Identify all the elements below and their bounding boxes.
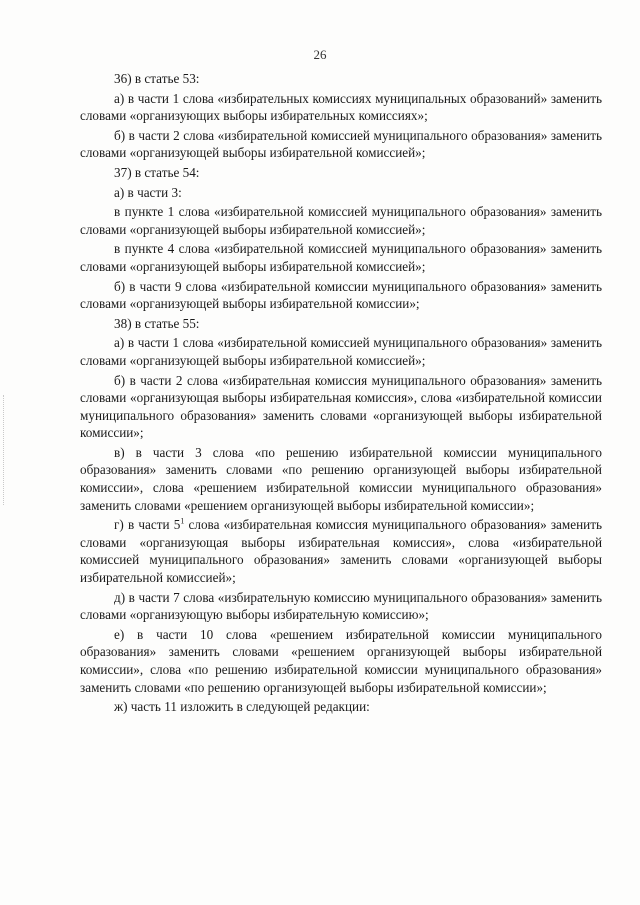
paragraph-37-a-item-4: в пункте 4 слова «избирательной комиссией муниципального образования» заменить словами «организующей выборы избирательной комиссией»; <box>80 241 602 274</box>
paragraph-37-b: б) в части 9 слова «избирательной комиссии муниципального образования» заменить словами «организующей выборы избирательной комиссии»; <box>80 278 602 312</box>
paragraph-37-heading: 37) в статье 54: <box>114 164 200 180</box>
paragraph-38-b: б) в части 2 слова «избирательная комиссия муниципального образования» заменить словами «организующая выборы избирательная комиссия», слова «избирательной комиссии муниципального образования» заменить словами «организующей выборы избирательной комиссии»; <box>80 372 602 441</box>
paragraph-38-g-rest: слова «избирательная комиссия муниципального образования» заменить словами «организующая выборы избирательная комиссия», слова «избирательной комиссией муниципального образования» заменить словами «организующей выборы избирательной комиссией»; <box>80 517 603 586</box>
paragraph-37-a: а) в части 3: <box>114 184 182 200</box>
page-number: 26 <box>313 47 327 62</box>
paragraph-38-v: в) в части 3 слова «по решению избирательной комиссии муниципального образования» заменить словами «по решению организующей выборы избирательной комиссии», слова «решением избирательной комиссии муниципального образования» заменить словами «решением организующей выборы избирательной комиссии»; <box>80 444 602 513</box>
superscript-one: 1 <box>180 516 185 526</box>
paragraph-38-heading: 38) в статье 55: <box>114 315 200 331</box>
paragraph-37-a-item-1: в пункте 1 слова «избирательной комиссией муниципального образования» заменить словами «организующей выборы избирательной комиссией»; <box>80 204 602 237</box>
paragraph-38-g-start: г) в части 5 <box>114 517 181 533</box>
paragraph-36-a: а) в части 1 слова «избирательных комиссиях муниципальных образований» заменить словами «организующих выборы избирательных комиссиях»; <box>80 90 602 124</box>
paragraph-36-heading: 36) в статье 53: <box>114 71 200 86</box>
document-body <box>80 70 602 718</box>
paragraph-38-zh: ж) часть 11 изложить в следующей редакции: <box>114 699 370 715</box>
paragraph-38-g <box>80 516 602 586</box>
paragraph-36-b: б) в части 2 слова «избирательной комиссией муниципального образования» заменить словами «организующей выборы избирательной комиссией»; <box>80 127 602 161</box>
paragraph-38-d: д) в части 7 слова «избирательную комиссию муниципального образования» заменить словами «организующую выборы избирательную комиссию»; <box>80 589 602 623</box>
paragraph-38-a: а) в части 1 слова «избирательной комиссией муниципального образования» заменить словами «организующей выборы избирательной комиссией»; <box>80 335 602 368</box>
margin-scan-mark <box>3 395 6 505</box>
paragraph-38-e: е) в части 10 слова «решением избирательной комиссии муниципального образования» заменить словами «решением организующей выборы избирательной комиссии», слова «по решению избирательной комиссии муниципального образования» заменить словами «по решению организующей выборы избирательной комиссии»; <box>80 626 602 695</box>
